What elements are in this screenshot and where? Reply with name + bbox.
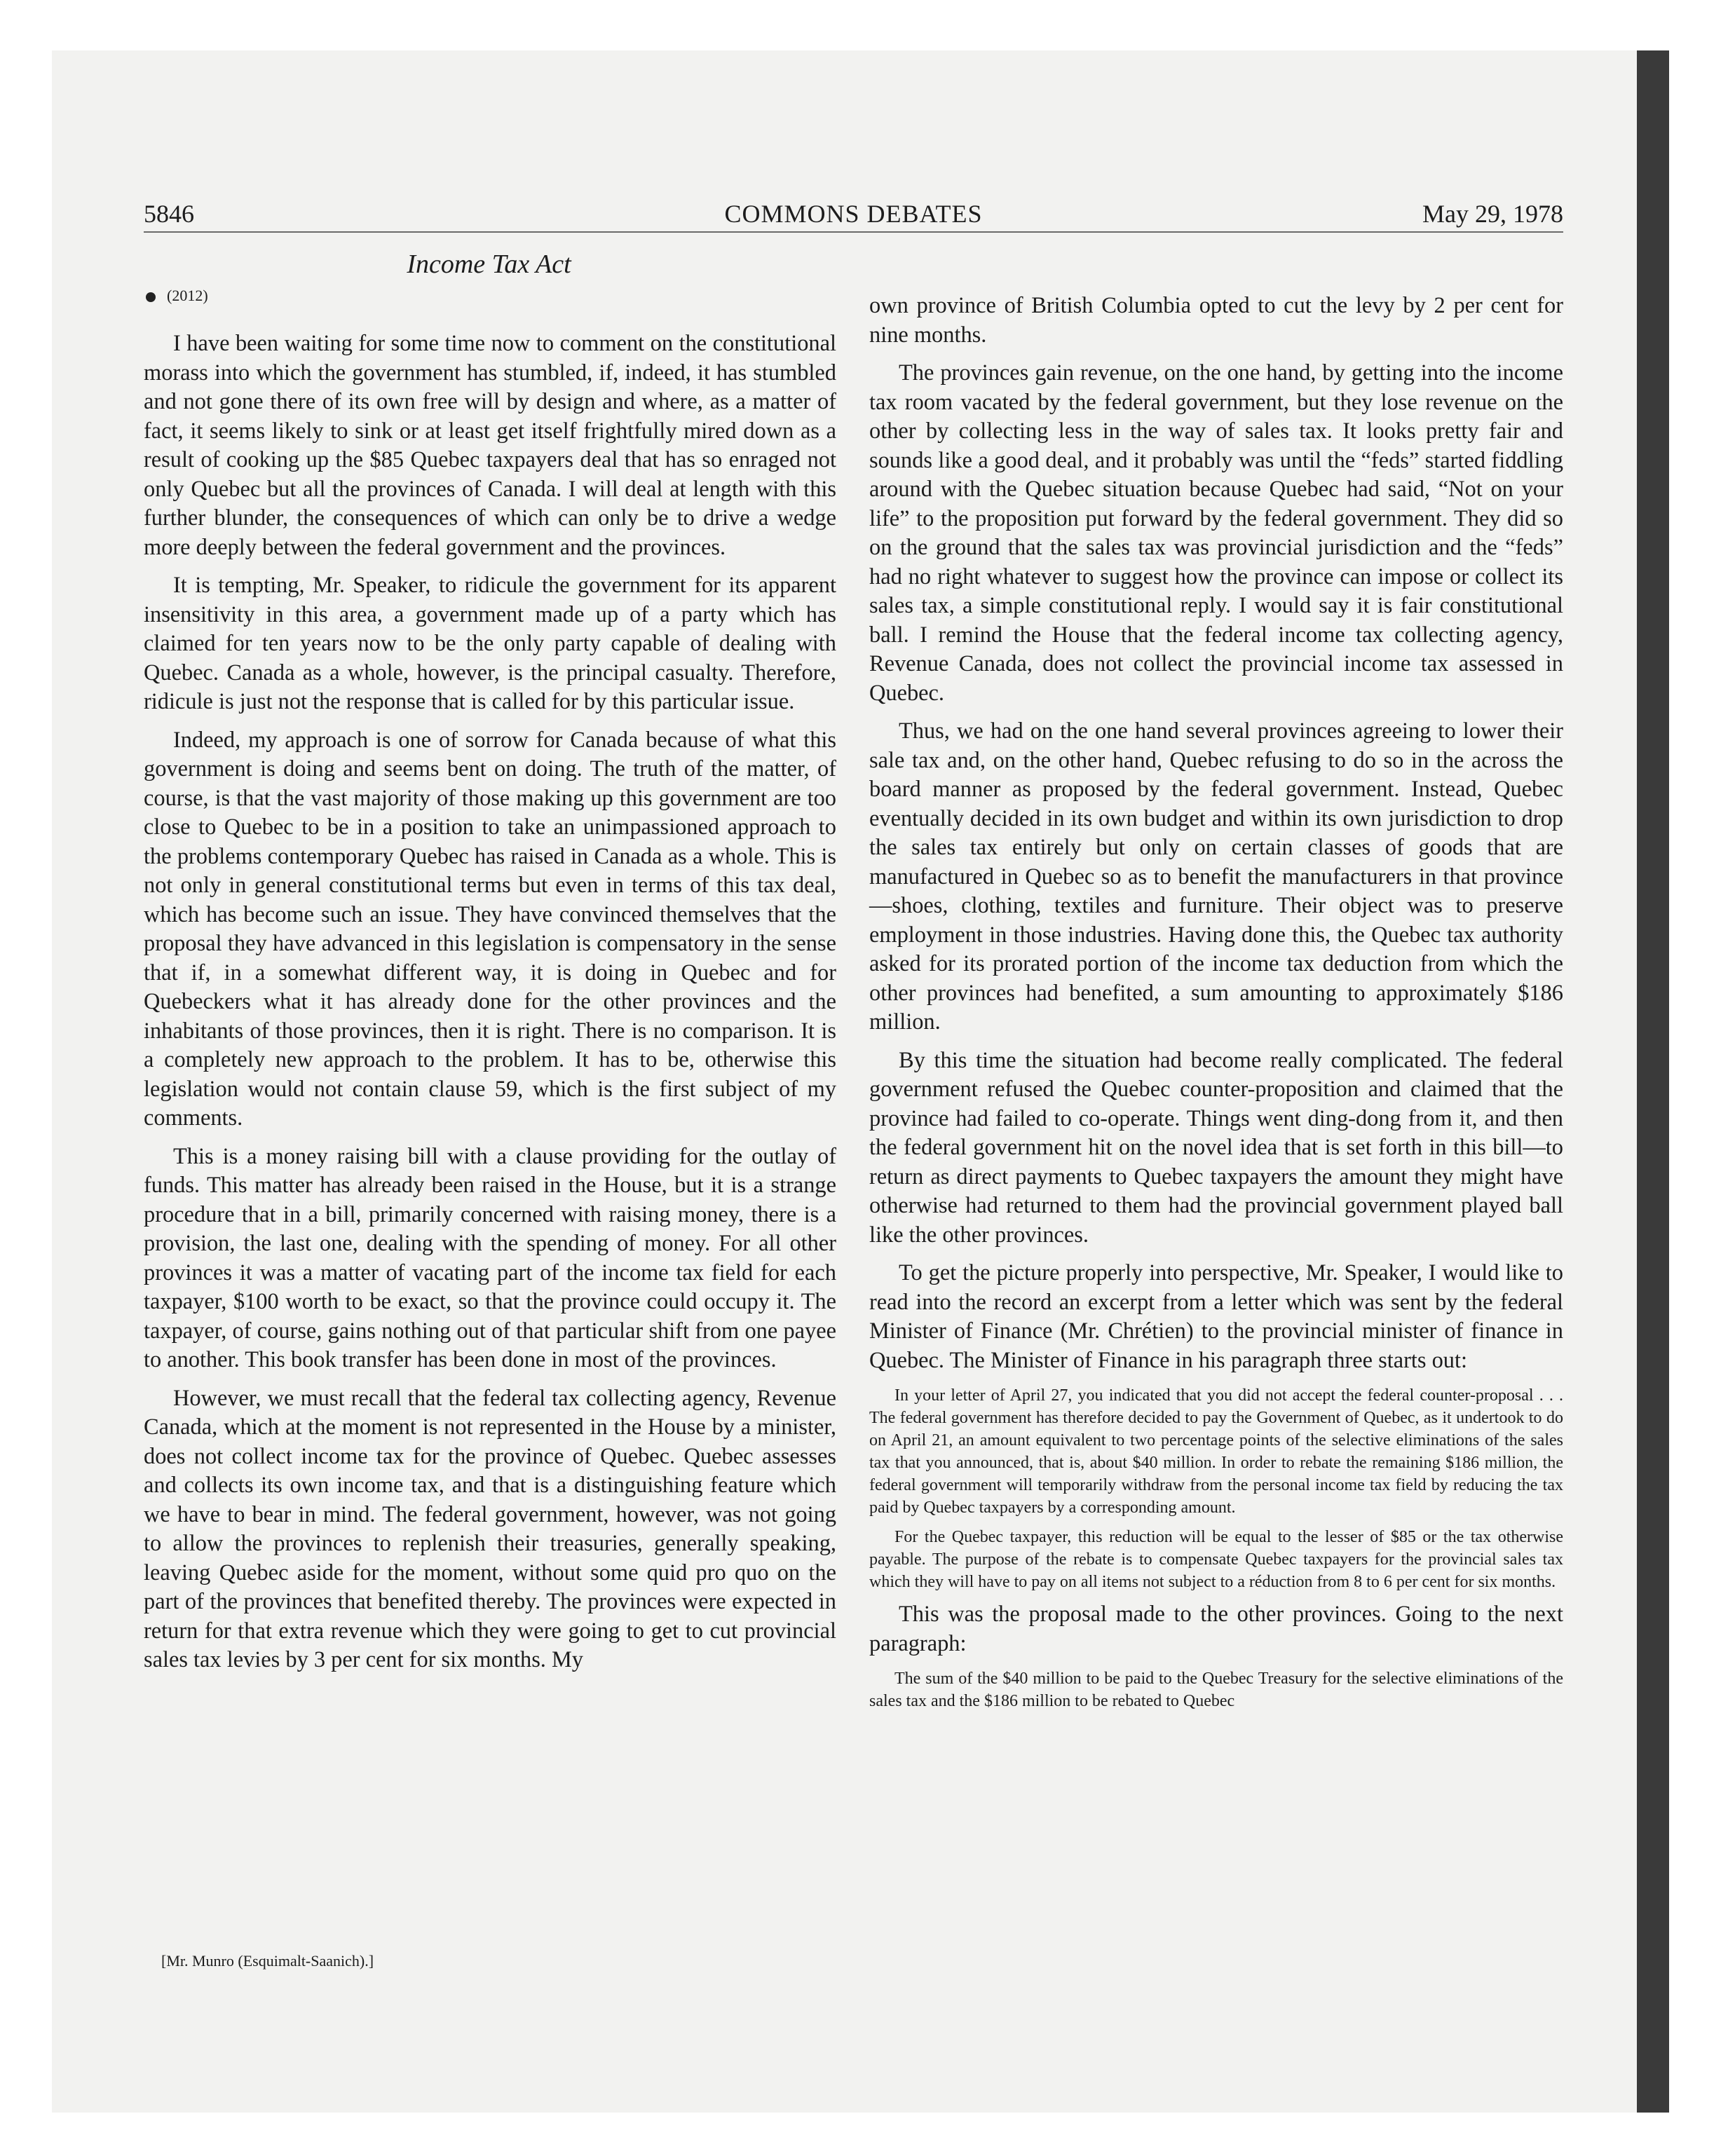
paragraph: This is a money raising bill with a clause providing for the outlay of funds. This matter has already been raised in the House, but it is a strange procedure that in a bill, primarily concerned with raising money, there is a provision, the last one, dealing with the spending of money. For all other provinces it was a matter of vacating part of the income tax field for each taxpayer, $100 worth to be exact, so that the province could occupy it. The taxpayer, of course, gains nothing out of that particular shift from one payee to another. This book transfer has been done in most of the provinces.: [144, 1143, 836, 1372]
paragraph: By this time the situation had become really complicated. The federal government refused the Quebec counter-proposition and claimed that the province had failed to co-operate. Things went ding-dong from it, and then the federal government hit on the novel idea that is set forth in this bill—to return as direct payments to Quebec taxpayers the amount they might have otherwise had returned to them had the provincial government played ball like the other provinces.: [869, 1047, 1563, 1248]
page-number: 5846: [144, 200, 194, 228]
paragraph: It is tempting, Mr. Speaker, to ridicule the government for its apparent insensitivity in this area, a government made up of a party which has claimed for ten years now to be the only party capable of dealing with Quebec. Canada as a whole, however, is the principal casualty. Therefore, ridicule is just not the response that is called for by this particular issue.: [144, 573, 836, 714]
publication-title: COMMONS DEBATES: [724, 200, 983, 228]
paragraph: To get the picture properly into perspective, Mr. Speaker, I would like to read into the record an excerpt from a letter which was sent by the federal Minister of Finance (Mr. Chrétien) to the provincial minister of finance in Quebec. The Minister of Finance in his paragraph three starts out:: [869, 1260, 1563, 1373]
speaker-attribution: [Mr. Munro (Esquimalt-Saanich).]: [161, 1952, 374, 1970]
block-quote: For the Quebec taxpayer, this reduction will be equal to the lesser of $85 or the tax otherwise payable. The purpose of the rebate is to compensate Quebec taxpayers for the provincial sales tax which they will have to pay on all items not subject to a réduction from 8 to 6 per cent for six months.: [869, 1528, 1563, 1591]
paragraph-continuation: own province of British Columbia opted to cut the levy by 2 per cent for nine months.: [869, 293, 1563, 348]
running-head: Income Tax Act: [407, 250, 571, 279]
paragraph: However, we must recall that the federal tax collecting agency, Revenue Canada, which at the moment is not represented in the House by a minister, does not collect income tax for the province of Quebec. Quebec assesses and collects its own income tax, and that is a distinguishing feature which we have to bear in mind. The federal government, however, was not going to allow the provinces to replenish their treasuries, generally speaking, leaving Quebec aside for the moment, without some quid pro quo on the part of the provinces that benefited thereby. The provinces were expected in return for that extra revenue which they were going to get to cut provincial sales tax levies by 3 per cent for six months. My: [144, 1385, 836, 1672]
paragraph: I have been waiting for some time now to comment on the constitutional morass into which the government has stumbled, if, indeed, it has stumbled and not gone there of its own free will by design and where, as a matter of fact, it seems likely to sink or at least get itself frightfully mired down as a result of cooking up the $85 Quebec taxpayers deal that has so enraged not only Quebec but all the provinces of Canada. I will deal at length with this further blunder, the consequences of which can only be to drive a wedge more deeply between the federal government and the provinces.: [144, 331, 836, 560]
page-header: [144, 196, 1563, 231]
time-marker-label: (2012): [167, 287, 208, 304]
paragraph: Indeed, my approach is one of sorrow for Canada because of what this government is doing and seems bent on doing. The truth of the matter, of course, is that the vast majority of those making up this government are too close to Quebec to be in a position to take an unimpassioned approach to the problems contemporary Quebec has raised in Canada as a whole. This is not only in general constitutional terms but even in terms of this tax deal, which has become such an issue. They have convinced themselves that the proposal they have advanced in this legislation is compensatory in the sense that if, in a somewhat different way, it is doing in Quebec and for Quebeckers what it has already done for the other provinces and the inhabitants of those provinces, then it is right. There is no comparison. It is a completely new approach to the problem. It has to be, otherwise this legislation would not contain clause 59, which is the first subject of my comments.: [144, 727, 836, 1131]
block-quote: In your letter of April 27, you indicated that you did not accept the federal counter-proposal . . . The federal government has therefore decided to pay the Government of Quebec, as it undertook to do on April 21, an amount equivalent to two percentage points of the selective eliminations of the sales tax that you announced, that is, about $40 million. In order to rebate the remaining $186 million, the federal government will temporarily withdraw from the personal income tax field by reducing the tax paid by Quebec taxpayers by a corresponding amount.: [869, 1386, 1563, 1517]
publication-date: May 29, 1978: [1422, 200, 1563, 228]
right-column: [869, 292, 1563, 1719]
paragraph: The provinces gain revenue, on the one hand, by getting into the income tax room vacated by the federal government, but they lose revenue on the other by collecting less in the way of sales tax. It looks pretty fair and sounds like a good deal, and it probably was until the “feds” started fiddling around with the Quebec situation because Quebec had said, “Not on your life” to the proposition put forward by the federal government. They did so on the ground that the sales tax was provincial jurisdiction and the “feds” had no right whatever to suggest how the province can impose or collect its sales tax, a simple constitutional reply. I would say it is fair constitutional ball. I remind the House that the federal income tax collecting agency, Revenue Canada, does not collect the provincial income tax assessed in Quebec.: [869, 360, 1563, 706]
time-marker: [146, 282, 208, 310]
paragraph: This was the proposal made to the other provinces. Going to the next paragraph:: [869, 1602, 1563, 1656]
scan-edge-shadow: [1637, 50, 1669, 2113]
bullet-icon: [146, 292, 156, 302]
paragraph: Thus, we had on the one hand several provinces agreeing to lower their sale tax and, on the other hand, Quebec refusing to do so in the across the board manner as proposed by the federal government. Instead, Quebec eventually decided in its own budget and within its own jurisdiction to drop the sales tax entirely but only on certain classes of goods that are manufactured in Quebec so as to benefit the manufacturers in that province—shoes, clothing, textiles and furniture. Their object was to preserve employment in those industries. Having done this, the Quebec tax authority asked for its prorated portion of the income tax deduction from which the other provinces had benefited, a sum amounting to approximately $186 million.: [869, 718, 1563, 1035]
left-column: [144, 329, 836, 1684]
block-quote: The sum of the $40 million to be paid to the Quebec Treasury for the selective eliminations of the sales tax and the $186 million to be rebated to Quebec: [869, 1670, 1563, 1710]
header-rule: [144, 231, 1563, 233]
